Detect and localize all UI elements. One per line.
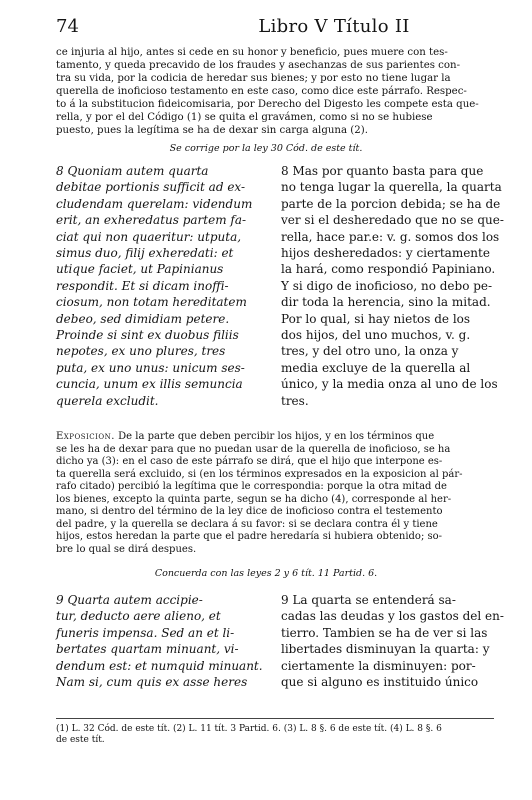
running-head: Libro V Título II — [258, 16, 410, 37]
concordance-note: Concuerda con las leyes 2 y 6 tít. 11 Partid. 6. — [154, 568, 378, 579]
latin-line: debitae portionis sufficit ad ex- — [56, 180, 246, 195]
exposicion-label: Exposicion. — [56, 431, 115, 442]
footnote-line: de este tít. — [56, 735, 105, 745]
spanish-line: tres, y del otro uno, la onza y — [281, 344, 459, 359]
latin-column-section-8 — [56, 163, 271, 409]
latin-line: respondit. Et si dicam inoffi- — [56, 278, 229, 293]
spanish-line: rella, hace par.e: v. g. somos dos los — [281, 229, 500, 244]
latin-line: querela excludit. — [56, 393, 159, 408]
spanish-line: ciertamente la disminuyen: por- — [281, 658, 476, 673]
text-line: rella, y por el del Código (1) se quita el gravámen, como si no se hubiese — [56, 112, 433, 123]
spanish-column-section-8 — [281, 163, 504, 409]
spanish-line: 8 Mas por quanto basta para que — [281, 164, 484, 178]
footnotes — [56, 724, 494, 746]
text-line: tamento, y queda precavido de los fraudes y asechanzas de sus parientes con- — [56, 60, 461, 71]
footnote-divider — [56, 718, 494, 719]
spanish-line: ver si el desheredado que no se que- — [281, 213, 504, 228]
spanish-line: no tenga lugar la querella, la quarta — [281, 180, 502, 195]
spanish-line: que si alguno es instituido único — [281, 675, 479, 690]
text-line: ta querella será excluido, si (en los términos expresados en la exposicion al pár- — [56, 468, 463, 480]
latin-line: 8 Quoniam autem quarta — [56, 164, 209, 178]
spanish-column-section-9 — [281, 592, 504, 690]
text-line: rafo citado) percibió la legítima que le correspondia: porque la otra mitad de — [56, 481, 447, 492]
latin-line: cuncia, unum ex illis semuncia — [56, 377, 243, 392]
latin-column-section-9 — [56, 592, 271, 690]
latin-line: erit, an exheredatus partem fa- — [56, 213, 247, 228]
text-line: se les ha de dexar para que no puedan usar de la querella de inoficioso, se ha — [56, 443, 451, 455]
spanish-line: cadas las deudas y los gastos del en- — [281, 609, 504, 624]
text-line: bre lo qual se dirá despues. — [56, 543, 197, 555]
correction-note: Se corrige por la ley 30 Cód. de este tít. — [169, 143, 363, 154]
latin-line: ciat qui non quaeritur: utputa, — [56, 229, 242, 244]
latin-line: simus duo, filij exheredati: et — [56, 246, 234, 261]
latin-line: ciosum, non totam hereditatem — [56, 295, 247, 310]
intro-paragraph — [56, 46, 494, 137]
latin-line: debeo, sed dimidiam petere. — [56, 311, 230, 326]
latin-line: funeris impensa. Sed an et li- — [56, 625, 235, 640]
spanish-line: Por lo qual, si hay nietos de los — [281, 311, 471, 326]
spanish-line: tres. — [281, 393, 309, 408]
text-line: tra su vida, por la codicia de heredar sus bienes; y por esto no tiene lugar la — [56, 73, 451, 84]
text-line: mano, si dentro del término de la ley dice de inoficioso contra el testemento — [56, 506, 443, 517]
text-line: ce injuria al hijo, antes si cede en su honor y beneficio, pues muere con tes- — [56, 47, 448, 58]
text-line: los bienes, excepto la quinta parte, segun se ha dicho (4), corresponde al her- — [56, 493, 452, 505]
exposicion-first-line: De la parte que deben percibir los hijos, y en los términos que — [114, 431, 435, 442]
text-line: to á la substitucion fideicomisaria, por Derecho del Digesto les compete esta que- — [56, 99, 479, 110]
spanish-line: tierro. Tambien se ha de ver si las — [281, 625, 488, 640]
text-line: puesto, pues la legítima se ha de dexar sin carga alguna (2). — [56, 125, 368, 136]
spanish-line: media excluye de la querella al — [281, 360, 471, 375]
latin-line: nepotes, ex uno plures, tres — [56, 344, 226, 359]
spanish-line: dos hijos, del uno muchos, v. g. — [281, 328, 471, 343]
footnote-line: (1) L. 32 Cód. de este tít. (2) L. 11 tít. 3 Partid. 6. (3) L. 8 §. 6 de este tít. (4) L. 8 §. 6 — [56, 724, 442, 734]
spanish-line: dir toda la herencia, sino la mitad. — [281, 295, 491, 310]
page-number: 74 — [56, 16, 79, 37]
latin-line: bertates quartam minuant, vi- — [56, 642, 239, 657]
latin-line: dendum est: et numquid minuant. — [56, 658, 263, 673]
spanish-line: parte de la porcion debida; se ha de — [281, 196, 501, 211]
latin-line: Proinde si sint ex duobus filiis — [56, 328, 239, 343]
latin-line: tur, deducto aere alieno, et — [56, 609, 221, 624]
latin-line: Nam si, cum quis ex asse heres — [56, 675, 248, 690]
latin-line: 9 Quarta autem accipie- — [56, 593, 203, 607]
text-line: hijos, estos heredan la parte que el padre heredaría si hubiera obtenido; so- — [56, 531, 443, 542]
spanish-line: libertades disminuyan la quarta: y — [281, 642, 490, 657]
spanish-line: hijos desheredados: y ciertamente — [281, 246, 490, 261]
text-line: del padre, y la querella se declara á su favor: si se declara contra él y tiene — [56, 518, 438, 530]
spanish-line: la hará, como respondió Papiniano. — [281, 262, 496, 277]
spanish-line: 9 La quarta se entenderá sa- — [281, 593, 456, 607]
page-header — [56, 16, 492, 40]
spanish-line: único, y la media onza al uno de los — [281, 377, 498, 392]
text-line — [56, 431, 494, 444]
latin-line: utique faciet, ut Papinianus — [56, 262, 224, 277]
latin-line: puta, ex uno unus: unicum ses- — [56, 360, 245, 375]
spanish-line: Y si digo de inoficioso, no debo pe- — [281, 278, 493, 293]
text-line: querella de inoficioso testamento en este caso, como dice este párrafo. Respec- — [56, 86, 467, 97]
text-line: dicho ya (3): en el caso de este párrafo se dirá, que el hijo que interpone es- — [56, 456, 443, 467]
latin-line: cludendam querelam: videndum — [56, 196, 253, 211]
exposicion-paragraph — [56, 431, 494, 556]
